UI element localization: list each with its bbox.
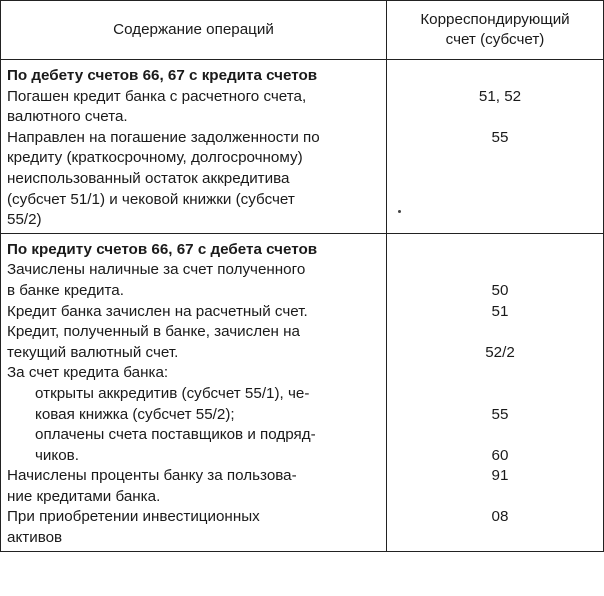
table-row-text: активов	[7, 529, 63, 547]
account-value: 55	[491, 405, 509, 423]
table-row-text: неиспользованный остаток аккредитива	[7, 169, 290, 187]
table-row-text: Зачислены наличные за счет полученного	[7, 261, 306, 279]
section-credit-title: По кредиту счетов 66, 67 с дебета счетов	[7, 240, 318, 258]
table-header-row	[1, 1, 604, 60]
account-value: 51, 52	[478, 87, 522, 105]
section-debit-title: По дебету счетов 66, 67 с кредита счетов	[7, 67, 318, 84]
table-row-text: ние кредитами банка.	[7, 487, 161, 505]
table-row-text: Кредит банка зачислен на расчетный счет.	[7, 302, 308, 320]
section-debit-accounts	[387, 60, 604, 234]
table-row-text: (субсчет 51/1) и чековой книжки (субсчет	[7, 190, 295, 208]
section-debit-row	[1, 60, 604, 234]
header-col1-label: Содержание операций	[113, 20, 274, 38]
print-speck	[398, 210, 401, 213]
section-credit-accounts	[387, 233, 604, 551]
table-row-text: кредиту (краткосрочному, долгосрочному)	[7, 149, 303, 167]
section-credit-operations	[1, 233, 387, 551]
table-row-text: ковая книжка (субсчет 55/2);	[35, 405, 235, 423]
header-corresponding-account	[387, 1, 604, 60]
account-value: 55	[491, 128, 509, 146]
header-operations-content	[1, 1, 387, 60]
header-col2-line1: Корреспондирующий	[420, 11, 570, 28]
table-row-text: 55/2)	[7, 211, 42, 229]
account-value: 51	[491, 302, 509, 320]
account-value: 08	[491, 508, 509, 526]
table-row-text: Направлен на погашение задолженности по	[7, 128, 320, 146]
table-row-text: Кредит, полученный в банке, зачислен на	[7, 323, 300, 341]
table-row-text: За счет кредита банка:	[7, 364, 169, 382]
table-row-text: текущий валютный счет.	[7, 343, 179, 361]
account-value: 52/2	[485, 343, 515, 361]
section-credit-row	[1, 233, 604, 551]
table-row-text: валютного счета.	[7, 108, 128, 126]
account-value: 91	[491, 467, 509, 485]
header-col2-line2: счет (субсчет)	[445, 31, 545, 48]
account-value: 60	[491, 446, 509, 464]
table-row-text: в банке кредита.	[7, 281, 124, 299]
table-row-text: Начислены проценты банку за пользова-	[7, 467, 297, 485]
table-row-text: открыты аккредитив (субсчет 55/1), че-	[35, 384, 310, 402]
table-row-text: Погашен кредит банка с расчетного счета,	[7, 87, 307, 105]
table-row-text: При приобретении инвестиционных	[7, 508, 260, 526]
table-row-text: оплачены счета поставщиков и подряд-	[35, 426, 316, 444]
account-value: 50	[491, 281, 509, 299]
section-debit-operations	[1, 60, 387, 234]
table-row-text: чиков.	[35, 446, 79, 464]
